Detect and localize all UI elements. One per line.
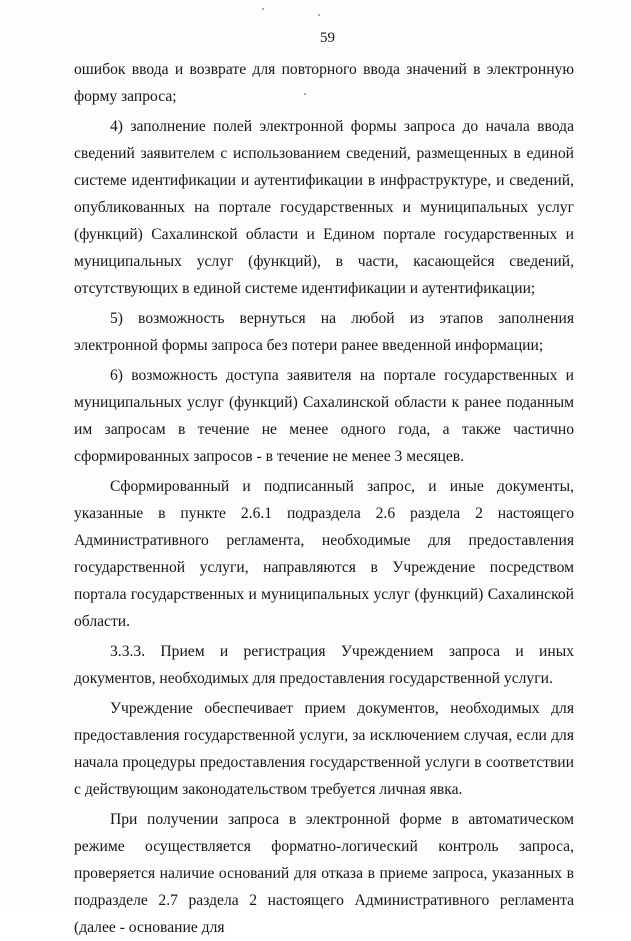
paragraph-submitted-request: Сформированный и подписанный запрос, и иные документы, указанные в пункте 2.6.1 подраздела 2.6 раздела 2 настоящего Административного регламента, необходимые для предоставления государственной услуги, направляются в Учреждение посредством портала государственных и муниципальных услуг (функций) Сахалинской области. [74,478,574,630]
page-number: 59 [320,30,335,46]
paragraph-continuation: ошибок ввода и возврате для повторного ввода значений в электронную форму запроса; [74,61,574,105]
paragraph-electronic-request: При получении запроса в электронной форме в автоматическом режиме осуществляется форматно-логический контроль запроса, проверяется наличие оснований для отказа в приеме запроса, указанных в подразделе 2.7 раздела 2 настоящего Административного регламента (далее - основание для [74,811,574,936]
scan-speck [304,93,306,95]
paragraph-item-5: 5) возможность вернуться на любой из этапов заполнения электронной формы запроса без потери ранее введенной информации; [74,310,574,354]
paragraph-item-4: 4) заполнение полей электронной формы запроса до начала ввода сведений заявителем с использованием сведений, размещенных в единой системе идентификации и аутентификации в инфраструктуре, и сведений, опубликованных на портале государственных и муниципальных услуг (функций) Сахалинской области и Едином портале государственных и муниципальных услуг (функций), в части, касающейся сведений, отсутствующих в единой системе идентификации и аутентификации; [74,118,574,297]
paragraph-institution-reception: Учреждение обеспечивает прием документов, необходимых для предоставления государственной услуги, за исключением случая, если для начала процедуры предоставления государственной услуги в соответствии с действующим законодательством требуется личная явка. [74,700,574,798]
scan-speck [262,8,264,10]
scan-speck [318,14,320,16]
paragraph-section-3-3-3: 3.3.3. Прием и регистрация Учреждением запроса и иных документов, необходимых для предоставления государственной услуги. [74,643,574,687]
paragraph-item-6: 6) возможность доступа заявителя на портале государственных и муниципальных услуг (функций) Сахалинской области к ранее поданным им запросам в течение не менее одного года, а также частично сформированных запросов - в течение не менее 3 месяцев. [74,367,574,465]
document-body [74,56,574,941]
